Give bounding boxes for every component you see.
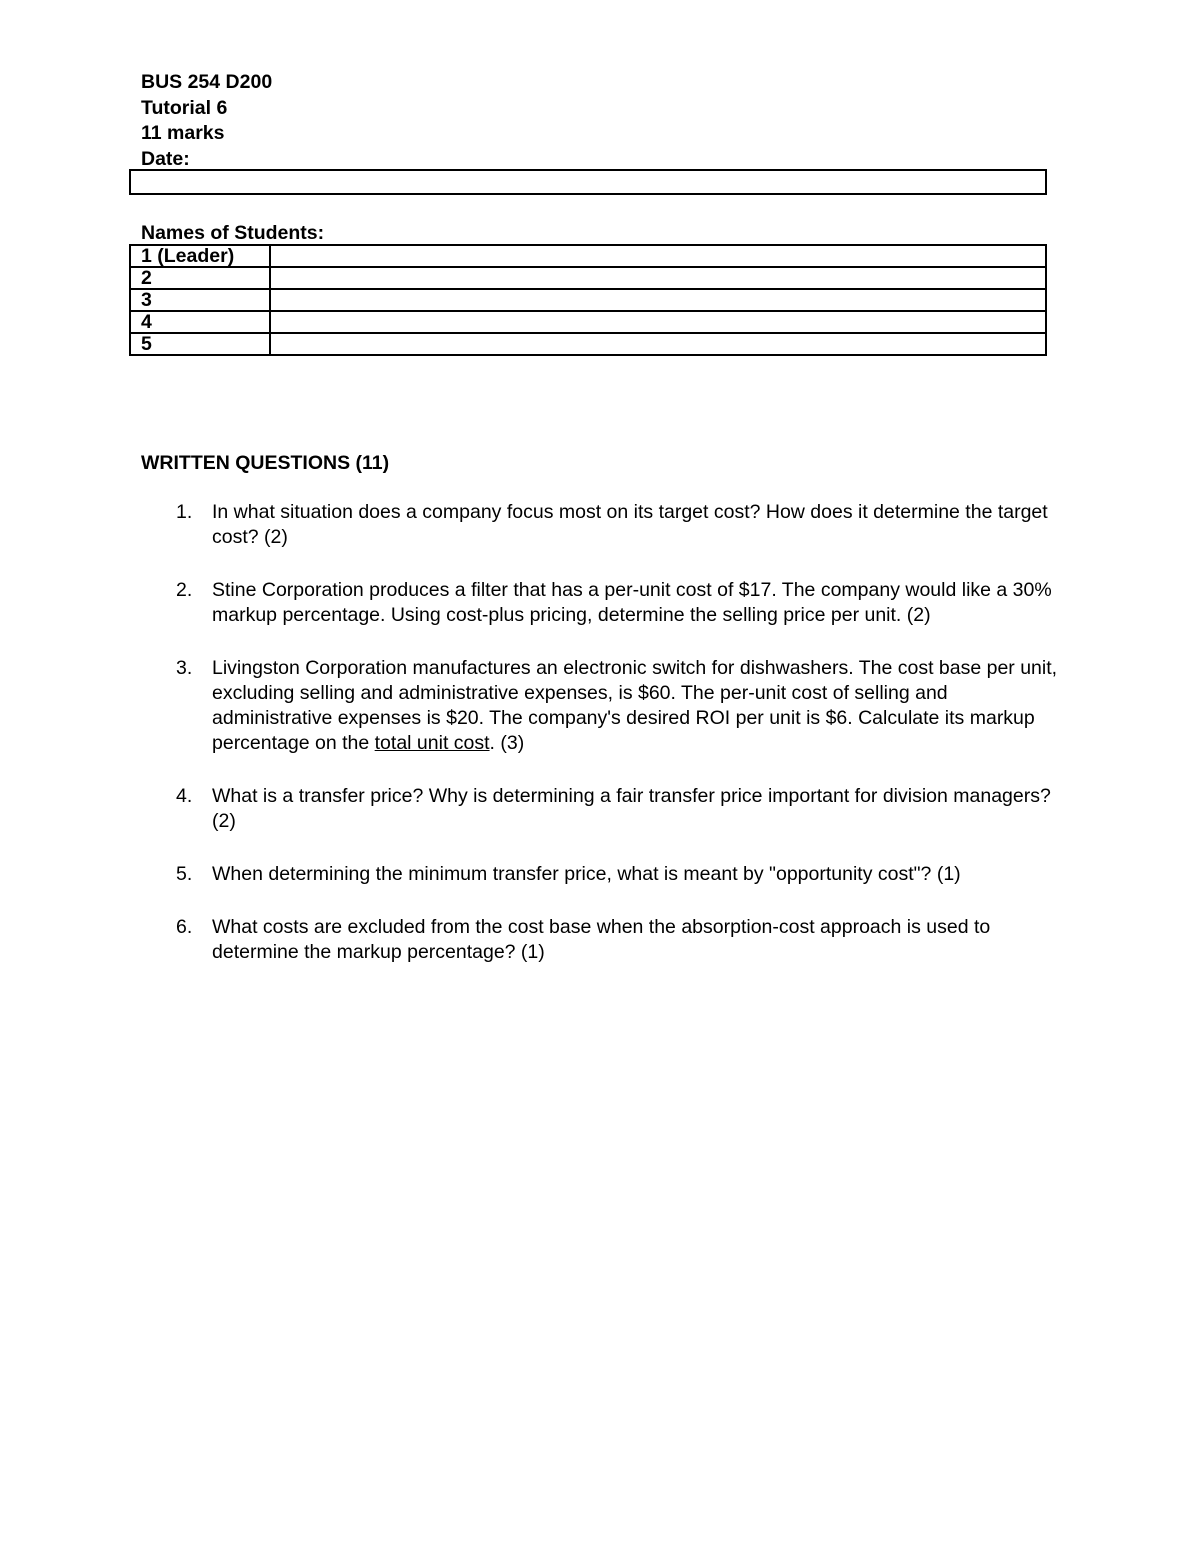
- question-item: [170, 784, 1065, 834]
- table-row: [130, 245, 1046, 267]
- student-name-field[interactable]: [270, 333, 1046, 355]
- student-number: 1 (Leader): [130, 245, 270, 267]
- date-label: Date:: [141, 147, 190, 170]
- student-number: 3: [130, 289, 270, 311]
- question-number: 2.: [176, 579, 193, 601]
- student-number: 5: [130, 333, 270, 355]
- question-item: [170, 862, 1065, 887]
- question-number: 4.: [176, 785, 193, 807]
- tutorial-number: Tutorial 6: [141, 96, 228, 119]
- document-header: [141, 70, 272, 172]
- table-row: [130, 289, 1046, 311]
- question-item: [170, 578, 1065, 628]
- question-item: [170, 500, 1065, 550]
- student-name-field[interactable]: [270, 267, 1046, 289]
- question-item: [170, 915, 1065, 965]
- underlined-term: total unit cost: [374, 732, 490, 754]
- question-text: Stine Corporation produces a filter that has a per-unit cost of $17. The company would like a 30% markup percentage. Using cost-plus pricing, determine the selling price per unit. (2): [212, 579, 1052, 626]
- question-item: [170, 656, 1065, 756]
- students-table: [129, 244, 1047, 356]
- students-label: Names of Students:: [141, 222, 325, 244]
- student-name-field[interactable]: [270, 311, 1046, 333]
- student-number: 2: [130, 267, 270, 289]
- student-name-field[interactable]: [270, 289, 1046, 311]
- question-text: When determining the minimum transfer price, what is meant by "opportunity cost"? (1): [212, 863, 961, 885]
- total-marks: 11 marks: [141, 122, 225, 144]
- question-list: [170, 500, 1065, 993]
- course-code: BUS 254 D200: [141, 71, 273, 93]
- student-number: 4: [130, 311, 270, 333]
- question-number: 6.: [176, 916, 193, 938]
- question-text-part: Livingston Corporation manufactures an electronic switch for dishwashers. The cost base per unit, excluding selling and administrative expenses, is $60. The per-unit cost of selling and administrative expenses is $20. The company's desired ROI per unit is $6. Calculate its markup percentage on the: [212, 657, 1058, 754]
- table-row: [130, 267, 1046, 289]
- question-text: [212, 657, 1057, 754]
- question-text: What is a transfer price? Why is determining a fair transfer price important for division managers? (2): [212, 785, 1051, 832]
- question-number: 3.: [176, 657, 193, 679]
- date-field[interactable]: [129, 169, 1047, 195]
- question-text: In what situation does a company focus most on its target cost? How does it determine the target cost? (2): [212, 501, 1048, 548]
- question-number: 5.: [176, 863, 193, 885]
- question-number: 1.: [176, 501, 193, 523]
- written-questions-title: WRITTEN QUESTIONS (11): [141, 452, 390, 474]
- student-name-field[interactable]: [270, 245, 1046, 267]
- question-text-part: . (3): [489, 732, 525, 754]
- question-text: What costs are excluded from the cost base when the absorption-cost approach is used to determine the markup percentage? (1): [212, 916, 991, 963]
- table-row: [130, 311, 1046, 333]
- table-row: [130, 333, 1046, 355]
